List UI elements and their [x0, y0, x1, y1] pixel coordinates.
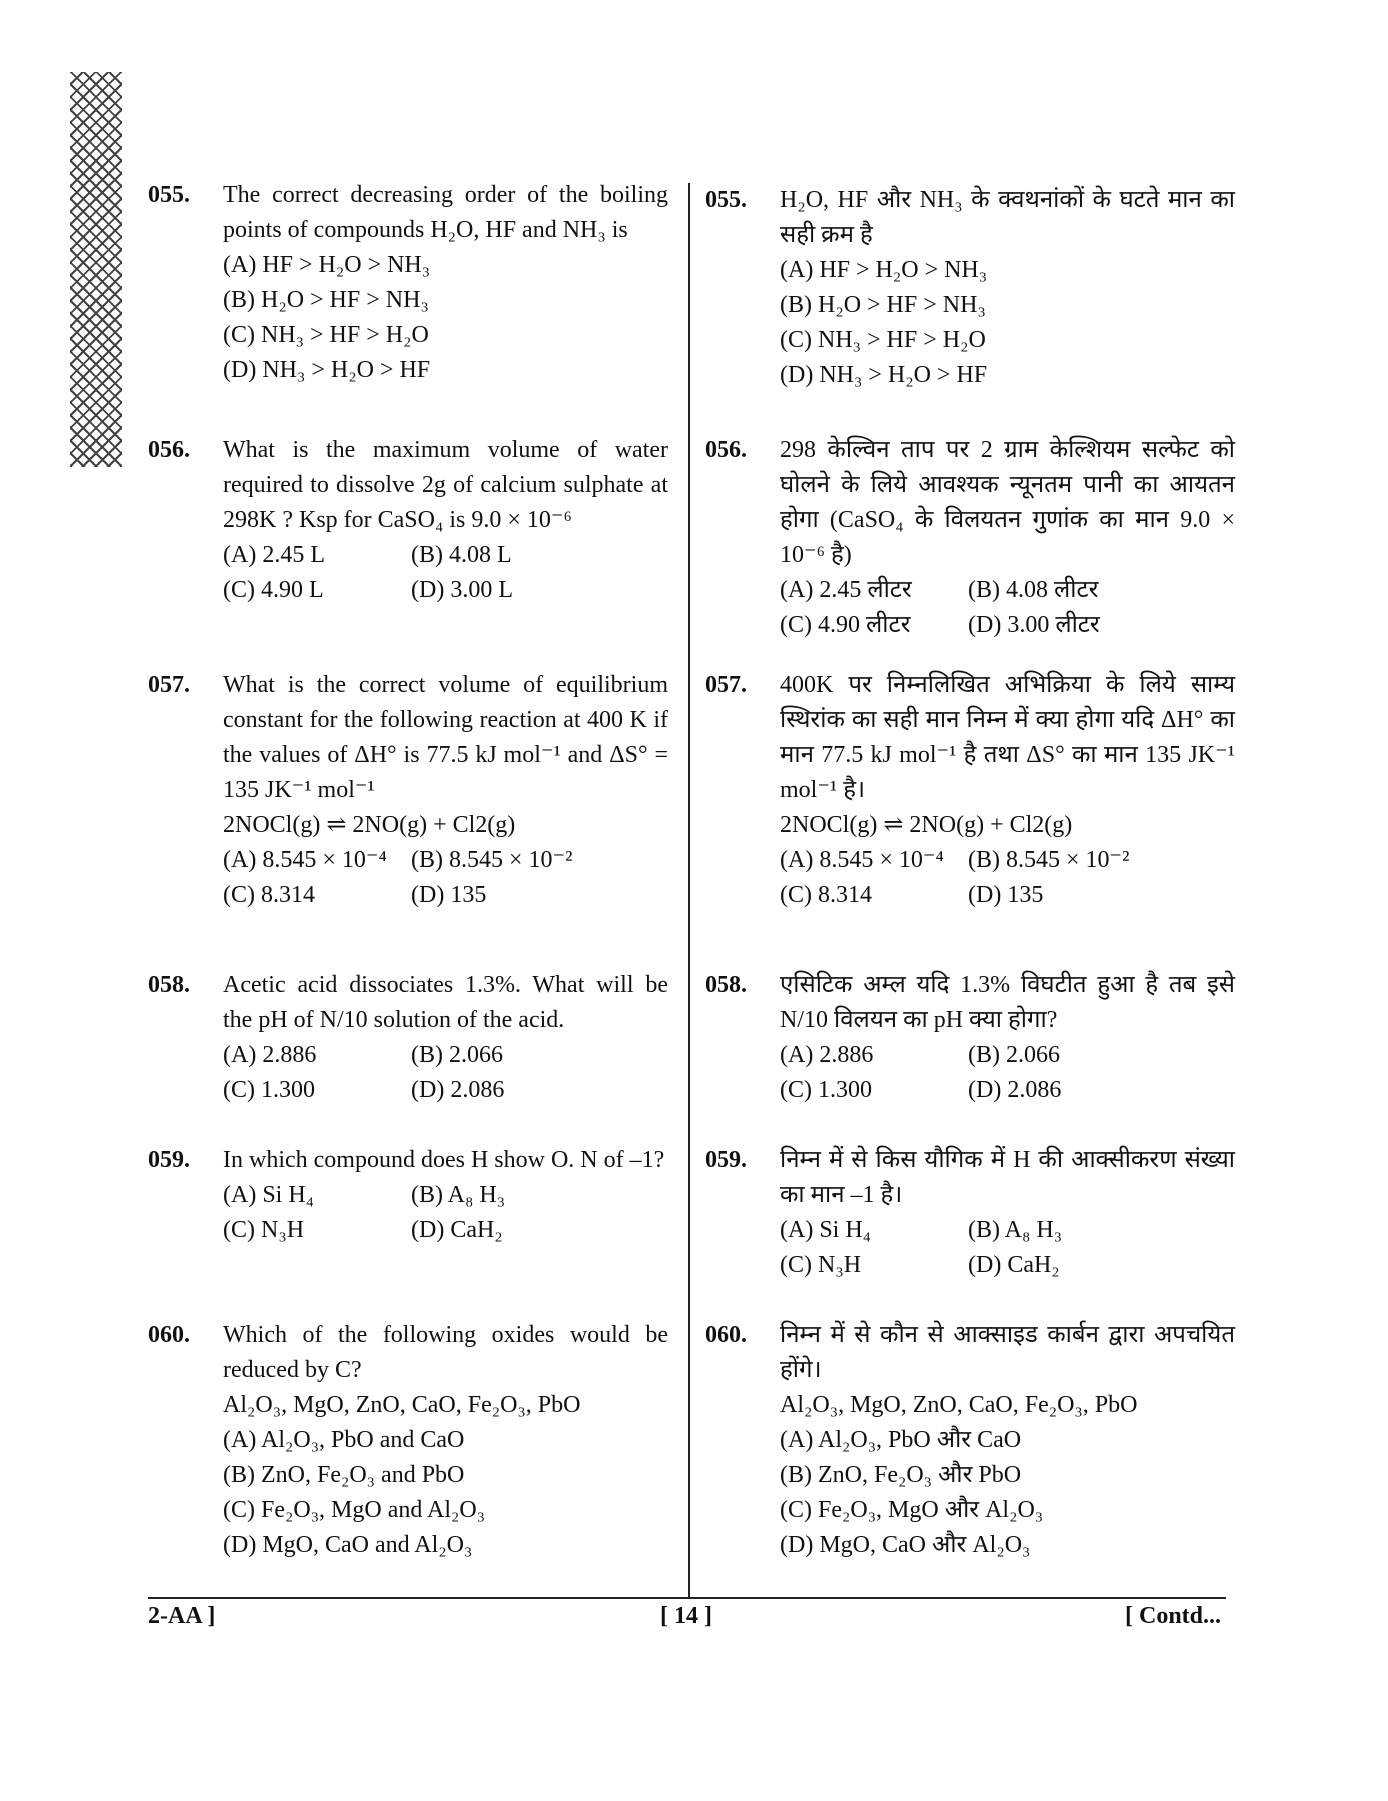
question-stem: In which compound does H show O. N of –1? [223, 1147, 665, 1173]
option-b: (B) 4.08 L [411, 542, 512, 568]
option-c: (C) 1.300 [780, 1077, 872, 1103]
question-stem: 298 केल्विन ताप पर 2 ग्राम केल्शियम सल्फेट को घोलने के लिये आवश्यक न्यूनतम पानी का आयतन होगा (CaSO₄ के विलयतन गुणांक का मान 9.0 × 10⁻⁶ है) [780, 437, 1235, 568]
option-c: (C) NH₃ > HF > H₂O [223, 322, 429, 348]
option-a: (A) HF > H₂O > NH₃ [780, 257, 988, 283]
option-c: (C) Fe₂O₃, MgO और Al₂O₃ [780, 1497, 1044, 1523]
option-d: (D) 2.086 [968, 1077, 1062, 1103]
option-a: (A) 2.45 लीटर [780, 577, 912, 603]
question-number: 055. [705, 187, 747, 213]
option-a: (A) Al₂O₃, PbO और CaO [780, 1427, 1022, 1453]
continued-label: [ Contd... [1125, 1603, 1222, 1629]
option-c: (C) 8.314 [780, 882, 872, 908]
option-a: (A) Al₂O₃, PbO and CaO [223, 1427, 465, 1453]
oxide-list: Al₂O₃, MgO, ZnO, CaO, Fe₂O₃, PbO [780, 1392, 1138, 1418]
question-stem: H₂O, HF और NH₃ के क्वथनांकों के घटते मान का सही क्रम है [780, 187, 1235, 248]
option-b: (B) H₂O > HF > NH₃ [780, 292, 986, 318]
option-c: (C) 8.314 [223, 882, 315, 908]
question-stem: निम्न में से किस यौगिक में H की आक्सीकरण संख्या का मान –1 है। [780, 1147, 1235, 1208]
reaction-equation: 2NOCl(g) ⇌ 2NO(g) + Cl2(g) [223, 812, 516, 838]
question-stem: 400K पर निम्नलिखित अभिक्रिया के लिये साम्य स्थिरांक का सही मान निम्न में क्या होगा यदि ΔH° का मान 77.5 kJ mol⁻¹ है तथा ΔS° का मान 135 JK⁻¹ mol⁻¹ है। [780, 672, 1235, 803]
option-a: (A) 2.45 L [223, 542, 325, 568]
decorative-border-pattern [70, 72, 122, 467]
option-c: (C) N₃H [223, 1217, 305, 1243]
option-a: (A) 2.886 [780, 1042, 874, 1068]
option-d: (D) 135 [411, 882, 487, 908]
footer-rule [148, 1597, 1226, 1599]
option-b: (B) 2.066 [968, 1042, 1060, 1068]
oxide-list: Al₂O₃, MgO, ZnO, CaO, Fe₂O₃, PbO [223, 1392, 581, 1418]
option-c: (C) 1.300 [223, 1077, 315, 1103]
option-b: (B) ZnO, Fe₂O₃ and PbO [223, 1462, 465, 1488]
option-b: (B) A₈ H₃ [968, 1217, 1063, 1243]
option-d: (D) 135 [968, 882, 1044, 908]
option-c: (C) Fe₂O₃, MgO and Al₂O₃ [223, 1497, 486, 1523]
question-stem: निम्न में से कौन से आक्साइड कार्बन द्वारा अपचयित होंगे। [780, 1322, 1235, 1383]
reaction-equation: 2NOCl(g) ⇌ 2NO(g) + Cl2(g) [780, 812, 1073, 838]
question-stem: एसिटिक अम्ल यदि 1.3% विघटीत हुआ है तब इसे N/10 विलयन का pH क्या होगा? [780, 972, 1235, 1033]
question-stem: What is the correct volume of equilibrium constant for the following reaction at 400 K if the values of ΔH° is 77.5 kJ mol⁻¹ and ΔS° = 135 JK⁻¹ mol⁻¹ [223, 672, 668, 803]
option-d: (D) 3.00 L [411, 577, 513, 603]
option-c: (C) N₃H [780, 1252, 862, 1278]
question-number: 060. [148, 1322, 190, 1348]
option-c: (C) NH₃ > HF > H₂O [780, 327, 986, 353]
page-number: [ 14 ] [660, 1603, 712, 1629]
question-number: 058. [148, 972, 190, 998]
question-number: 055. [148, 182, 190, 208]
column-divider [688, 183, 690, 1597]
option-d: (D) MgO, CaO और Al₂O₃ [780, 1532, 1031, 1558]
option-b: (B) 2.066 [411, 1042, 503, 1068]
option-c: (C) 4.90 लीटर [780, 612, 911, 638]
question-number: 057. [148, 672, 190, 698]
option-d: (D) NH₃ > H₂O > HF [223, 357, 431, 383]
question-number: 057. [705, 672, 747, 698]
option-b: (B) ZnO, Fe₂O₃ और PbO [780, 1462, 1022, 1488]
question-number: 060. [705, 1322, 747, 1348]
question-stem: Which of the following oxides would be reduced by C? [223, 1322, 668, 1383]
question-number: 058. [705, 972, 747, 998]
question-number: 059. [148, 1147, 190, 1173]
option-d: (D) CaH₂ [968, 1252, 1060, 1278]
option-b: (B) 8.545 × 10⁻² [411, 847, 573, 873]
option-a: (A) 8.545 × 10⁻⁴ [223, 847, 387, 873]
option-b: (B) H₂O > HF > NH₃ [223, 287, 429, 313]
option-b: (B) A₈ H₃ [411, 1182, 506, 1208]
question-stem: What is the maximum volume of water required to dissolve 2g of calcium sulphate at 298K ? Ksp for CaSO₄ is 9.0 × 10⁻⁶ [223, 437, 668, 533]
option-b: (B) 4.08 लीटर [968, 577, 1099, 603]
option-c: (C) 4.90 L [223, 577, 324, 603]
option-a: (A) Si H₄ [780, 1217, 872, 1243]
option-a: (A) Si H₄ [223, 1182, 315, 1208]
option-d: (D) 2.086 [411, 1077, 505, 1103]
question-number: 056. [148, 437, 190, 463]
question-number: 059. [705, 1147, 747, 1173]
option-a: (A) HF > H₂O > NH₃ [223, 252, 431, 278]
booklet-code: 2-AA ] [148, 1603, 216, 1629]
option-d: (D) MgO, CaO and Al₂O₃ [223, 1532, 473, 1558]
option-a: (A) 2.886 [223, 1042, 317, 1068]
question-stem: Acetic acid dissociates 1.3%. What will be the pH of N/10 solution of the acid. [223, 972, 668, 1033]
option-d: (D) CaH₂ [411, 1217, 503, 1243]
question-number: 056. [705, 437, 747, 463]
option-d: (D) NH₃ > H₂O > HF [780, 362, 988, 388]
option-d: (D) 3.00 लीटर [968, 612, 1100, 638]
option-b: (B) 8.545 × 10⁻² [968, 847, 1130, 873]
question-stem: The correct decreasing order of the boiling points of compounds H₂O, HF and NH₃ is [223, 182, 668, 243]
option-a: (A) 8.545 × 10⁻⁴ [780, 847, 944, 873]
